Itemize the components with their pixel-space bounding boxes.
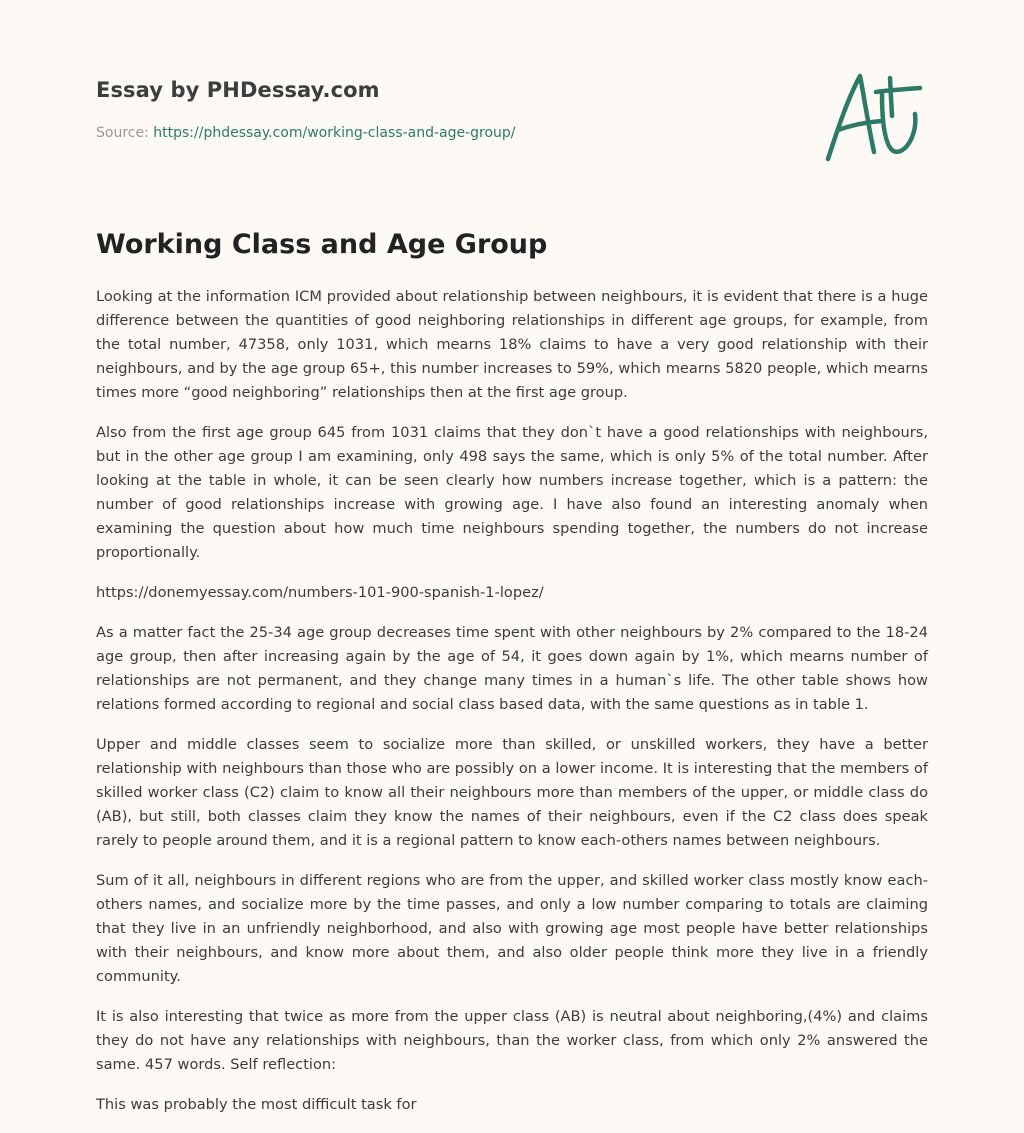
paragraph: This was probably the most difficult task for — [96, 1096, 417, 1113]
paragraph: Also from the first age group 645 from 1031 claims that they don`t have a good relationships with neighbours, but in the other age group I am examining, only 498 says the same, which is only 5% of the total number. After looking at the table in whole, it can be seen clearly how numbers increase together, which is a pattern: the number of good relationships increase with growing age. I have also found an interesting anomaly when examining the question about how much time neighbours spending together, the numbers do not increase proportionally. — [96, 424, 928, 561]
brand-title: Essay by PHDessay.com — [96, 78, 380, 102]
reference-link: https://donemyessay.com/numbers-101-900-spanish-1-lopez/ — [96, 584, 544, 601]
source-link[interactable]: https://phdessay.com/working-class-and-age-group/ — [153, 125, 516, 141]
paragraph: Sum of it all, neighbours in different regions who are from the upper, and skilled worker class mostly know each-others names, and socialize more by the time passes, and only a low number comparing to totals are claiming that they live in an unfriendly neighborhood, and also with growing age most people have better relationships with their neighbours, and know more about them, and also older people think more they live in a friendly community. — [96, 872, 928, 985]
paragraph: As a matter fact the 25-34 age group decreases time spent with other neighbours by 2% compared to the 18-24 age group, then after increasing again by the age of 54, it goes down again by 1%, which mearns number of relationships are not permanent, and they change many times in a human`s life. The other table shows how relations formed according to regional and social class based data, with the same questions as in table 1. — [96, 624, 928, 713]
article-title: Working Class and Age Group — [96, 229, 548, 260]
source-line — [96, 123, 928, 143]
paragraph: It is also interesting that twice as more from the upper class (AB) is neutral about neighboring,(4%) and claims they do not have any relationships with neighbours, than the worker class, from which only 2% answered the same. 457 words. Self reflection: — [96, 1008, 928, 1073]
paragraph: Upper and middle classes seem to socialize more than skilled, or unskilled workers, they have a better relationship with neighbours than those who are possibly on a lower income. It is interesting that the members of skilled worker class (C2) claim to know all their neighbours more than members of the upper, or middle class do (AB), but still, both classes claim they know the names of their neighbours, even if the C2 class does speak rarely to people around them, and it is a regional pattern to know each-others names between neighbours. — [96, 736, 928, 849]
paragraph: Looking at the information ICM provided about relationship between neighbours, it is evident that there is a huge difference between the quantities of good neighboring relationships in different age groups, for example, from the total number, 47358, only 1031, which mearns 18% claims to have a very good relationship with their neighbours, and by the age group 65+, this number increases to 59%, which mearns 5820 people, which mearns times more “good neighboring” relationships then at the first age group. — [96, 288, 928, 401]
source-label: Source: — [96, 125, 154, 141]
page-header — [96, 76, 928, 143]
article-body — [96, 285, 928, 1133]
a-plus-grade-icon — [822, 68, 930, 164]
